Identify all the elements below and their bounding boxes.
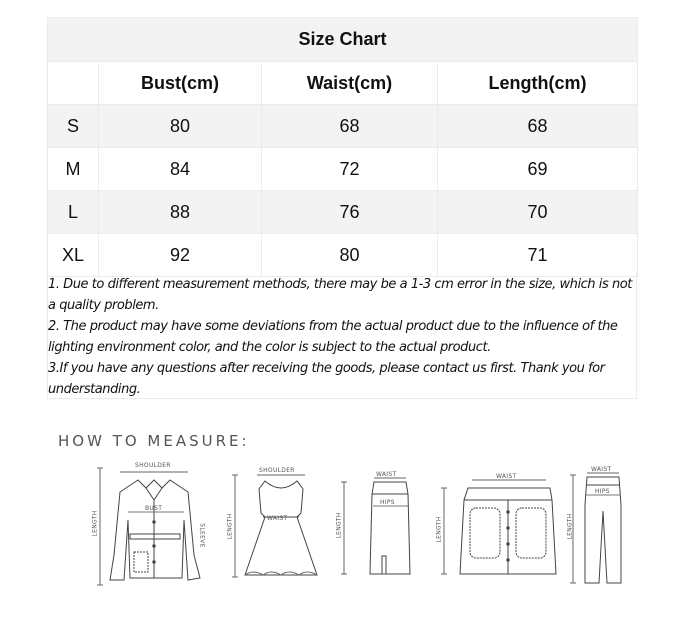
- jacket-length-label: LENGTH: [91, 510, 99, 537]
- shorts-icon: [430, 470, 560, 585]
- waist-cell: 72: [262, 148, 438, 191]
- shorts-waist-label: WAIST: [496, 473, 517, 480]
- how-to-measure-title: HOW TO MEASURE:: [58, 432, 250, 450]
- jacket-figure: [90, 460, 220, 595]
- size-cell: M: [48, 148, 99, 191]
- skirt-waist-label: WAIST: [376, 471, 397, 478]
- header-bust: Bust(cm): [99, 62, 262, 105]
- dress-shoulder-label: SHOULDER: [259, 467, 295, 474]
- shorts-length-label: LENGTH: [435, 516, 443, 543]
- jacket-bust-label: BUST: [145, 505, 163, 512]
- pants-icon: [565, 465, 635, 590]
- length-cell: 69: [438, 148, 638, 191]
- note-1: 1. Due to different measurement methods, there may be a 1-3 cm error in the size, which is not a quality problem.: [48, 277, 632, 313]
- header-length: Length(cm): [438, 62, 638, 105]
- skirt-icon: [330, 470, 420, 585]
- skirt-figure: [330, 470, 420, 585]
- pants-figure: [565, 465, 635, 590]
- size-chart-title: Size Chart: [48, 18, 638, 62]
- waist-cell: 76: [262, 191, 438, 234]
- table-row: [48, 191, 638, 234]
- header-waist: Waist(cm): [262, 62, 438, 105]
- dress-waist-label: WAIST: [267, 515, 288, 522]
- waist-cell: 80: [262, 234, 438, 277]
- size-cell: L: [48, 191, 99, 234]
- skirt-hips-label: HIPS: [380, 499, 395, 506]
- bust-cell: 92: [99, 234, 262, 277]
- size-cell: XL: [48, 234, 99, 277]
- jacket-sleeve-label: SLEEVE: [198, 523, 206, 548]
- waist-cell: 68: [262, 105, 438, 148]
- dress-icon: [225, 465, 325, 585]
- dress-figure: [225, 465, 325, 585]
- length-cell: 68: [438, 105, 638, 148]
- notes-box: [47, 273, 637, 399]
- pants-length-label: LENGTH: [566, 513, 574, 540]
- table-row: [48, 148, 638, 191]
- length-cell: 71: [438, 234, 638, 277]
- table-row: [48, 105, 638, 148]
- size-chart-table: [47, 17, 638, 277]
- header-size: [48, 62, 99, 105]
- bust-cell: 80: [99, 105, 262, 148]
- skirt-length-label: LENGTH: [335, 512, 343, 539]
- table-row: [48, 234, 638, 277]
- bust-cell: 84: [99, 148, 262, 191]
- bust-cell: 88: [99, 191, 262, 234]
- note-3: 3.If you have any questions after receiving the goods, please contact us first. Thank you for understanding.: [48, 361, 605, 397]
- note-2: 2. The product may have some deviations from the actual product due to the influence of the lighting environment color, and the color is subject to the actual product.: [48, 319, 618, 355]
- jacket-shoulder-label: SHOULDER: [135, 462, 171, 469]
- dress-length-label: LENGTH: [226, 513, 234, 540]
- size-cell: S: [48, 105, 99, 148]
- pants-waist-label: WAIST: [591, 466, 612, 473]
- shorts-figure: [430, 470, 560, 585]
- pants-hips-label: HIPS: [595, 488, 610, 495]
- length-cell: 70: [438, 191, 638, 234]
